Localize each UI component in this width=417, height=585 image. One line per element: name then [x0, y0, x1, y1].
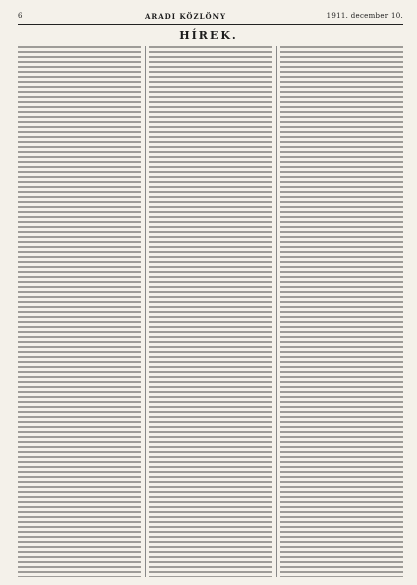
news-columns	[18, 46, 403, 577]
column-divider	[145, 46, 146, 577]
column-text-block	[280, 46, 403, 577]
column-text-block	[149, 46, 272, 577]
issue-date: 1911. december 10.	[326, 12, 403, 20]
page-number: 6	[18, 12, 23, 20]
section-title: HÍREK.	[179, 29, 238, 42]
column-1	[18, 46, 141, 577]
header-rule	[18, 24, 403, 25]
masthead: ARADI KÖZLÖNY	[145, 11, 226, 21]
column-2	[149, 46, 272, 577]
column-text-block	[18, 46, 141, 577]
column-3	[280, 46, 403, 577]
page-header	[18, 10, 403, 22]
column-divider	[276, 46, 277, 577]
